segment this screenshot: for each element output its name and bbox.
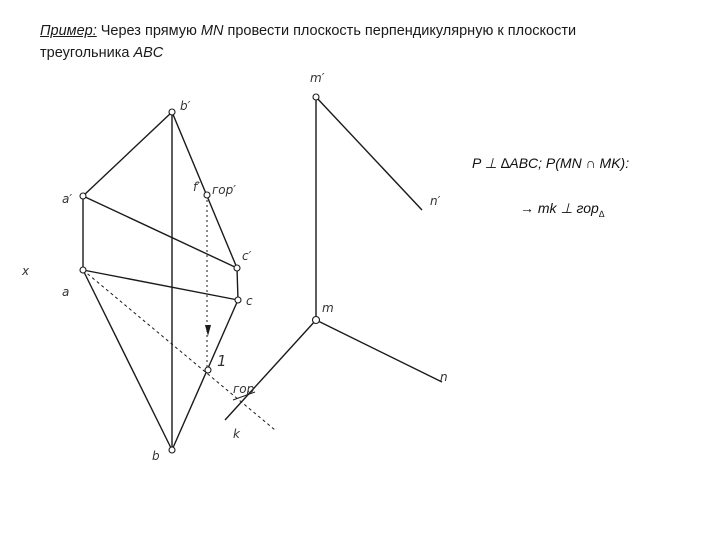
- label-k: k: [233, 427, 240, 441]
- label-m: m: [322, 301, 334, 315]
- line-m-prime-n-prime: [316, 97, 422, 210]
- point-m-prime: [313, 94, 319, 100]
- formula-line-2-text: → mk ⊥ гор: [520, 200, 599, 216]
- point-a-prime: [80, 193, 86, 199]
- triangle-abc-name: ABC: [133, 45, 164, 61]
- edge-a-prime-c-prime: [83, 196, 237, 268]
- statement-text-1: Через прямую: [96, 23, 201, 39]
- formula-line-1: P ⊥ ∆ABC; P(MN ∩ MK):: [472, 155, 630, 171]
- label-c: c: [246, 294, 253, 308]
- point-c-prime: [234, 265, 240, 271]
- example-label: Пример:: [40, 23, 97, 39]
- label-gor: гор: [233, 382, 255, 396]
- label-f-prime: f′: [193, 180, 200, 194]
- link-c: [237, 268, 238, 300]
- edge-a-b: [83, 270, 172, 450]
- label-m-prime: m′: [310, 71, 325, 85]
- label-n-prime: n′: [430, 194, 441, 208]
- point-a: [80, 267, 86, 273]
- label-1: 1: [217, 352, 227, 370]
- label-b-prime: b′: [180, 99, 191, 113]
- direction-arrow: [205, 325, 211, 336]
- label-a-prime: a′: [62, 192, 73, 206]
- edge-a-prime-b-prime: [83, 112, 172, 196]
- label-x-axis: x: [22, 264, 30, 278]
- edge-c-b: [172, 300, 238, 450]
- formula-line-2: [520, 200, 604, 219]
- label-b: b: [152, 449, 160, 463]
- point-f-prime: [204, 192, 210, 198]
- point-b-prime: [169, 109, 175, 115]
- statement-text-2: провести плоскость перпендикулярную к плоскости треугольника: [40, 23, 577, 61]
- line-m-n: [316, 320, 442, 382]
- point-c: [235, 297, 241, 303]
- label-n: n: [440, 370, 448, 384]
- line-mn-name: MN: [200, 23, 224, 39]
- point-m: [313, 317, 320, 324]
- edge-a-c: [83, 270, 238, 300]
- label-a: a: [62, 285, 70, 299]
- point-b: [169, 447, 175, 453]
- label-c-prime: c′: [242, 249, 252, 263]
- point-1: [205, 367, 211, 373]
- line-m-k: [225, 320, 316, 420]
- label-gor-prime: гор′: [212, 183, 236, 197]
- formula-triangle-subscript: ∆: [598, 208, 605, 219]
